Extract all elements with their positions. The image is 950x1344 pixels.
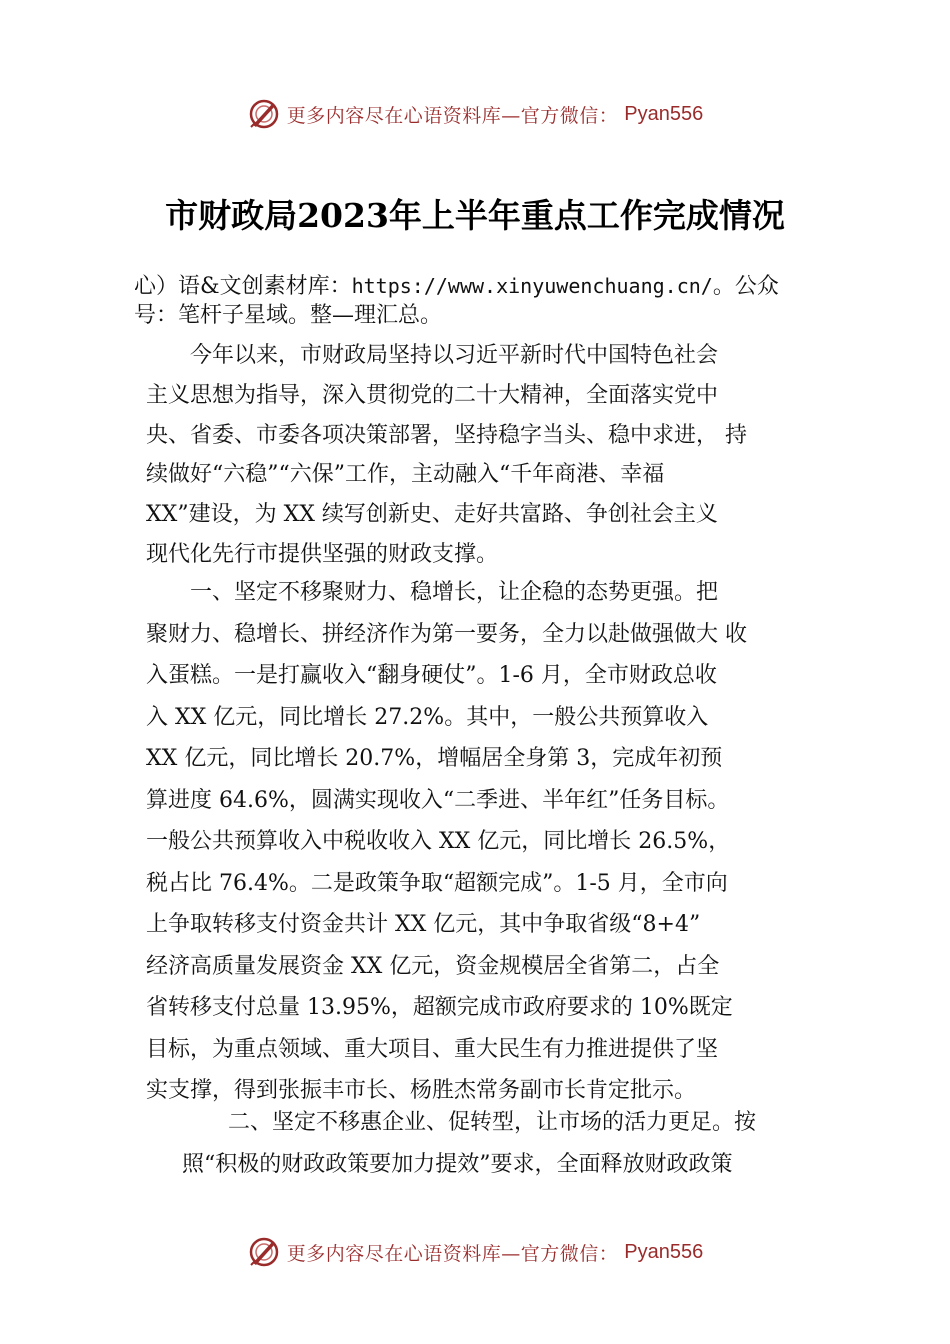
text-line: 经济高质量发展资金 XX 亿元，资金规模居全省第二，占全: [146, 953, 720, 979]
text-line: 聚财力、稳增长、拼经济作为第一要务，全力以赴做强做大 收: [146, 621, 747, 647]
text-line: 入 XX 亿元，同比增长 27.2%。其中，一般公共预算收入: [146, 704, 709, 730]
text-line: 实支撑，得到张振丰市长、杨胜杰常务副市长肯定批示。: [146, 1078, 697, 1103]
watermark-text: 更多内容尽在心语资料库—官方微信：: [286, 1242, 619, 1265]
text-line: 央、省委、市委各项决策部署，坚持稳字当头、稳中求进， 持: [146, 422, 747, 448]
text-line: 主义思想为指导，深入贯彻党的二十大精神，全面落实党中: [146, 382, 719, 408]
source-suffix: 。公众: [712, 274, 779, 299]
text-line: 税占比 76.4%。二是政策争取“超额完成”。1-5 月，全市向: [146, 870, 728, 896]
text-line: 二、坚定不移惠企业、促转型，让市场的活力更足。按: [228, 1110, 757, 1135]
text-line: 现代化先行市提供坚强的财政支撑。: [146, 541, 499, 567]
watermark-banner-bottom: [0, 1232, 950, 1272]
text-line: 续做好“六稳”“六保”工作，主动融入“千年商港、幸福: [146, 462, 665, 488]
source-line: [134, 272, 854, 301]
text-line: 今年以来，市财政局坚持以习近平新时代中国特色社会: [190, 343, 719, 368]
text-line: 算进度 64.6%，圆满实现收入“二季进、半年红”任务目标。: [146, 787, 730, 813]
text-line: 上争取转移支付资金共计 XX 亿元，其中争取省级“8+4”: [146, 912, 701, 937]
source-prefix: 心）语&文创素材库：: [134, 274, 352, 299]
document-title: 市财政局2023年上半年重点工作完成情况: [165, 196, 785, 235]
source-line: 号：笔杆子星域。整—理汇总。: [134, 303, 443, 328]
watermark-wechat-id: Pyan556: [624, 102, 704, 125]
text-line: 一般公共预算收入中税收收入 XX 亿元，同比增长 26.5%，: [146, 829, 731, 854]
text-line: 入蛋糕。一是打赢收入“翻身硬仗”。1-6 月，全市财政总收: [146, 663, 717, 688]
text-line: 一、坚定不移聚财力、稳增长，让企稳的态势更强。把: [190, 580, 719, 605]
paragraph-section-two: [146, 1102, 826, 1185]
text-line: 省转移支付总量 13.95%，超额完成市政府要求的 10%既定: [146, 995, 733, 1020]
text-line: 照“积极的财政政策要加力提效”要求，全面释放财政政策: [182, 1151, 733, 1177]
text-line: XX 亿元，同比增长 20.7%，增幅居全身第 3，完成年初预: [146, 746, 723, 771]
text-line: XX”建设，为 XX 续写创新史、走好共富路、争创社会主义: [146, 502, 718, 528]
watermark-banner-top: [0, 94, 950, 134]
paragraph-intro: [146, 336, 826, 575]
paragraph-section-one: [146, 572, 826, 1112]
text-line: 目标，为重点领域、重大项目、重大民生有力推进提供了坚: [146, 1036, 719, 1062]
watermark-wechat-id: Pyan556: [624, 1240, 704, 1263]
quill-seal-icon: [247, 97, 281, 131]
watermark-text: 更多内容尽在心语资料库—官方微信：: [286, 104, 619, 127]
source-url: https://www.xinyuwenchuang.cn/: [351, 274, 713, 298]
source-note: [134, 272, 854, 330]
quill-seal-icon: [247, 1235, 281, 1269]
